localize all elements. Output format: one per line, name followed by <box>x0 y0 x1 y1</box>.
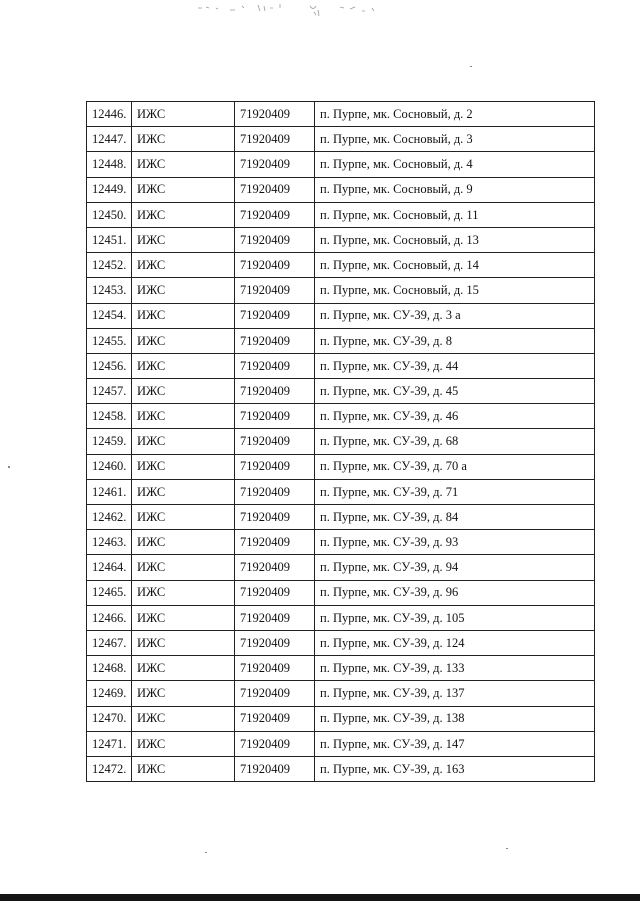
type-cell: ИЖС <box>132 278 235 303</box>
address-cell: п. Пурпе, мк. Сосновый, д. 13 <box>315 227 595 252</box>
code-cell: 71920409 <box>235 152 315 177</box>
row-number-cell: 12471. <box>87 731 132 756</box>
table-row <box>87 404 595 429</box>
address-cell: п. Пурпе, мк. СУ-39, д. 46 <box>315 404 595 429</box>
table-row <box>87 102 595 127</box>
address-cell: п. Пурпе, мк. Сосновый, д. 15 <box>315 278 595 303</box>
scan-bottom-edge <box>0 894 640 901</box>
code-cell: 71920409 <box>235 127 315 152</box>
address-cell: п. Пурпе, мк. Сосновый, д. 9 <box>315 177 595 202</box>
address-cell: п. Пурпе, мк. СУ-39, д. 71 <box>315 479 595 504</box>
address-cell: п. Пурпе, мк. Сосновый, д. 2 <box>315 102 595 127</box>
row-number-cell: 12457. <box>87 379 132 404</box>
type-cell: ИЖС <box>132 152 235 177</box>
address-cell: п. Пурпе, мк. СУ-39, д. 137 <box>315 681 595 706</box>
row-number-cell: 12465. <box>87 580 132 605</box>
stray-scan-dot <box>205 852 207 853</box>
code-cell: 71920409 <box>235 479 315 504</box>
row-number-cell: 12456. <box>87 353 132 378</box>
address-cell: п. Пурпе, мк. СУ-39, д. 124 <box>315 630 595 655</box>
code-cell: 71920409 <box>235 731 315 756</box>
address-cell: п. Пурпе, мк. СУ-39, д. 68 <box>315 429 595 454</box>
stray-scan-dot <box>506 848 508 849</box>
row-number-cell: 12461. <box>87 479 132 504</box>
code-cell: 71920409 <box>235 630 315 655</box>
code-cell: 71920409 <box>235 555 315 580</box>
address-cell: п. Пурпе, мк. Сосновый, д. 3 <box>315 127 595 152</box>
row-number-cell: 12466. <box>87 605 132 630</box>
type-cell: ИЖС <box>132 706 235 731</box>
scan-noise-mark <box>190 2 390 24</box>
address-cell: п. Пурпе, мк. СУ-39, д. 45 <box>315 379 595 404</box>
address-cell: п. Пурпе, мк. Сосновый, д. 4 <box>315 152 595 177</box>
code-cell: 71920409 <box>235 681 315 706</box>
address-cell: п. Пурпе, мк. СУ-39, д. 84 <box>315 505 595 530</box>
row-number-cell: 12449. <box>87 177 132 202</box>
table-row <box>87 555 595 580</box>
table-row <box>87 505 595 530</box>
type-cell: ИЖС <box>132 681 235 706</box>
type-cell: ИЖС <box>132 756 235 781</box>
table-row <box>87 706 595 731</box>
table-row <box>87 479 595 504</box>
table-row <box>87 278 595 303</box>
row-number-cell: 12468. <box>87 656 132 681</box>
code-cell: 71920409 <box>235 429 315 454</box>
table-row <box>87 454 595 479</box>
code-cell: 71920409 <box>235 454 315 479</box>
code-cell: 71920409 <box>235 102 315 127</box>
type-cell: ИЖС <box>132 102 235 127</box>
code-cell: 71920409 <box>235 530 315 555</box>
row-number-cell: 12459. <box>87 429 132 454</box>
row-number-cell: 12458. <box>87 404 132 429</box>
type-cell: ИЖС <box>132 530 235 555</box>
address-cell: п. Пурпе, мк. Сосновый, д. 14 <box>315 253 595 278</box>
table-row <box>87 177 595 202</box>
table-row <box>87 328 595 353</box>
type-cell: ИЖС <box>132 328 235 353</box>
code-cell: 71920409 <box>235 202 315 227</box>
type-cell: ИЖС <box>132 630 235 655</box>
row-number-cell: 12446. <box>87 102 132 127</box>
type-cell: ИЖС <box>132 202 235 227</box>
table-row <box>87 580 595 605</box>
code-cell: 71920409 <box>235 706 315 731</box>
table-row <box>87 630 595 655</box>
type-cell: ИЖС <box>132 555 235 580</box>
type-cell: ИЖС <box>132 656 235 681</box>
address-cell: п. Пурпе, мк. СУ-39, д. 94 <box>315 555 595 580</box>
type-cell: ИЖС <box>132 379 235 404</box>
address-cell: п. Пурпе, мк. СУ-39, д. 138 <box>315 706 595 731</box>
type-cell: ИЖС <box>132 303 235 328</box>
address-table <box>86 101 595 782</box>
type-cell: ИЖС <box>132 127 235 152</box>
row-number-cell: 12455. <box>87 328 132 353</box>
row-number-cell: 12450. <box>87 202 132 227</box>
type-cell: ИЖС <box>132 454 235 479</box>
table-row <box>87 731 595 756</box>
type-cell: ИЖС <box>132 605 235 630</box>
address-cell: п. Пурпе, мк. СУ-39, д. 147 <box>315 731 595 756</box>
type-cell: ИЖС <box>132 404 235 429</box>
address-cell: п. Пурпе, мк. СУ-39, д. 3 а <box>315 303 595 328</box>
type-cell: ИЖС <box>132 580 235 605</box>
row-number-cell: 12448. <box>87 152 132 177</box>
type-cell: ИЖС <box>132 253 235 278</box>
code-cell: 71920409 <box>235 353 315 378</box>
code-cell: 71920409 <box>235 177 315 202</box>
code-cell: 71920409 <box>235 404 315 429</box>
code-cell: 71920409 <box>235 580 315 605</box>
type-cell: ИЖС <box>132 429 235 454</box>
code-cell: 71920409 <box>235 656 315 681</box>
table-row <box>87 152 595 177</box>
type-cell: ИЖС <box>132 353 235 378</box>
code-cell: 71920409 <box>235 227 315 252</box>
address-cell: п. Пурпе, мк. СУ-39, д. 70 а <box>315 454 595 479</box>
address-cell: п. Пурпе, мк. СУ-39, д. 133 <box>315 656 595 681</box>
row-number-cell: 12463. <box>87 530 132 555</box>
table-row <box>87 227 595 252</box>
row-number-cell: 12454. <box>87 303 132 328</box>
table-row <box>87 127 595 152</box>
type-cell: ИЖС <box>132 227 235 252</box>
type-cell: ИЖС <box>132 731 235 756</box>
table-row <box>87 253 595 278</box>
row-number-cell: 12447. <box>87 127 132 152</box>
address-cell: п. Пурпе, мк. СУ-39, д. 163 <box>315 756 595 781</box>
row-number-cell: 12470. <box>87 706 132 731</box>
address-cell: п. Пурпе, мк. СУ-39, д. 105 <box>315 605 595 630</box>
code-cell: 71920409 <box>235 278 315 303</box>
type-cell: ИЖС <box>132 177 235 202</box>
table-row <box>87 303 595 328</box>
code-cell: 71920409 <box>235 328 315 353</box>
code-cell: 71920409 <box>235 756 315 781</box>
table-row <box>87 756 595 781</box>
address-cell: п. Пурпе, мк. СУ-39, д. 93 <box>315 530 595 555</box>
table-row <box>87 656 595 681</box>
stray-scan-dot <box>8 466 10 468</box>
row-number-cell: 12472. <box>87 756 132 781</box>
table-row <box>87 379 595 404</box>
row-number-cell: 12452. <box>87 253 132 278</box>
row-number-cell: 12462. <box>87 505 132 530</box>
code-cell: 71920409 <box>235 605 315 630</box>
address-cell: п. Пурпе, мк. СУ-39, д. 8 <box>315 328 595 353</box>
stray-scan-dot <box>470 66 472 67</box>
row-number-cell: 12467. <box>87 630 132 655</box>
table-row <box>87 530 595 555</box>
row-number-cell: 12464. <box>87 555 132 580</box>
code-cell: 71920409 <box>235 303 315 328</box>
type-cell: ИЖС <box>132 505 235 530</box>
address-cell: п. Пурпе, мк. Сосновый, д. 11 <box>315 202 595 227</box>
row-number-cell: 12451. <box>87 227 132 252</box>
table-row <box>87 353 595 378</box>
table-row <box>87 681 595 706</box>
row-number-cell: 12453. <box>87 278 132 303</box>
code-cell: 71920409 <box>235 253 315 278</box>
code-cell: 71920409 <box>235 379 315 404</box>
type-cell: ИЖС <box>132 479 235 504</box>
row-number-cell: 12460. <box>87 454 132 479</box>
code-cell: 71920409 <box>235 505 315 530</box>
address-cell: п. Пурпе, мк. СУ-39, д. 96 <box>315 580 595 605</box>
table-row <box>87 429 595 454</box>
table-row <box>87 605 595 630</box>
table-row <box>87 202 595 227</box>
row-number-cell: 12469. <box>87 681 132 706</box>
address-cell: п. Пурпе, мк. СУ-39, д. 44 <box>315 353 595 378</box>
